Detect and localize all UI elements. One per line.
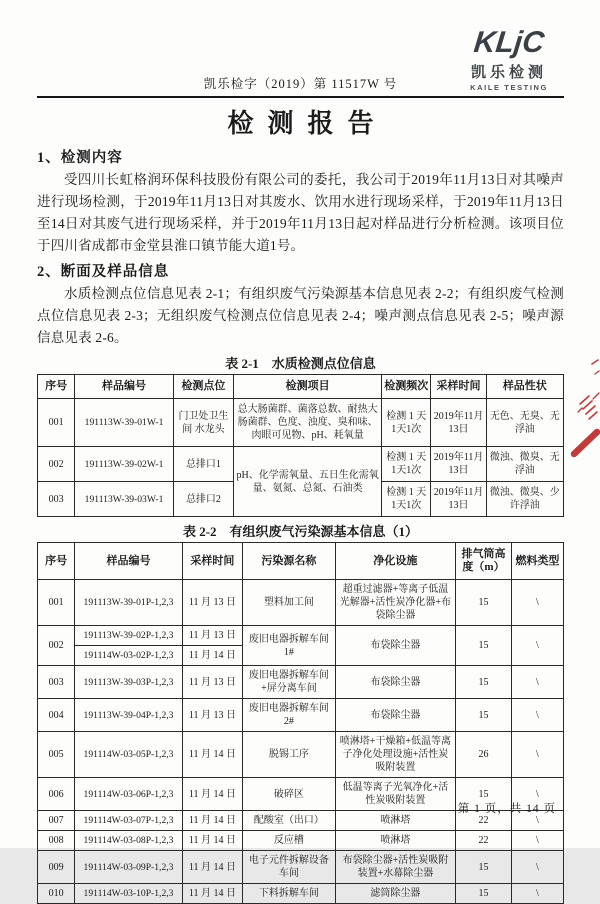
monitor-location: 门卫处卫生间 水龙头 [173, 399, 233, 447]
fuel-type: \ [511, 884, 563, 904]
stack-height: 15 [456, 699, 512, 732]
section1-heading: 1、检测内容 [37, 150, 123, 166]
stack-height: 15 [456, 626, 512, 666]
sample-id: 191113W-39-02P-1,2,3 [75, 626, 182, 646]
sampling-date: 11 月 13 日 [182, 580, 242, 626]
sample-id: 191114W-03-09P-1,2,3 [75, 851, 182, 884]
row-no: 001 [38, 399, 75, 447]
stack-height: 15 [456, 884, 512, 904]
table-row [38, 831, 564, 851]
pollution-source: 脱锡工序 [243, 732, 336, 778]
sample-appearance: 微浊、微臭、无浮油 [486, 447, 563, 482]
sampling-date: 11 月 14 日 [182, 811, 242, 831]
page-number: 第 1 页，共 14 页 [457, 803, 556, 815]
pollution-source: 反应槽 [243, 831, 336, 851]
sampling-date: 11 月 13 日 [182, 666, 242, 699]
sample-id: 191113W-39-01P-1,2,3 [75, 580, 182, 626]
row-no: 004 [38, 699, 75, 732]
column-header: 污染源名称 [243, 543, 336, 580]
monitor-items: 总大肠菌群、菌落总数、耐热大肠菌群、色度、浊度、臭和味、肉眼可见物、pH、耗氧量 [234, 399, 382, 447]
table-row [38, 666, 564, 699]
table-2-2-header-row [38, 543, 564, 580]
row-no: 003 [38, 482, 75, 517]
section2-body: 水质检测点位信息见表 2-1；有组织废气污染源基本信息见表 2-2；有组织废气检测点位信息见表 2-3；无组织废气检测点位信息见表 2-4；噪声测点信息见表 2-5；噪声源信息见表 2-6。 [37, 286, 564, 345]
table-row [38, 884, 564, 904]
sample-id: 191113W-39-03P-1,2,3 [75, 666, 182, 699]
pollution-source: 下料拆解车间 [243, 884, 336, 904]
fuel-type: \ [511, 778, 563, 811]
sampling-date: 11 月 14 日 [182, 831, 242, 851]
sample-id: 191114W-03-06P-1,2,3 [75, 778, 182, 811]
sampling-date: 11 月 14 日 [182, 646, 242, 666]
sample-id: 191114W-03-02P-1,2,3 [75, 646, 182, 666]
row-no: 006 [38, 778, 75, 811]
column-header: 检测频次 [381, 375, 430, 399]
table-2-2 [37, 542, 564, 904]
purification-equipment: 布袋除尘器 [335, 626, 455, 666]
sampling-date: 11 月 13 日 [182, 626, 242, 646]
fuel-type: \ [511, 626, 563, 666]
fuel-type: \ [511, 699, 563, 732]
sample-id: 191113W-39-02W-1 [75, 447, 173, 482]
sampling-date: 11 月 14 日 [182, 778, 242, 811]
table-row [38, 399, 564, 447]
column-header: 采样时间 [431, 375, 486, 399]
monitor-items: pH、化学需氧量、五日生化需氧量、氨氮、总氮、石油类 [234, 447, 382, 517]
purification-equipment: 喷淋塔+干燥箱+低温等离子净化处理设施+活性炭吸附装置 [335, 732, 455, 778]
purification-equipment: 布袋除尘器 [335, 699, 455, 732]
stack-height: 15 [456, 851, 512, 884]
column-header: 检测项目 [234, 375, 382, 399]
fuel-type: \ [511, 811, 563, 831]
stack-height: 15 [456, 778, 512, 811]
table-2-1 [37, 374, 564, 517]
purification-equipment: 布袋除尘器 [335, 666, 455, 699]
column-header: 净化设施 [335, 543, 455, 580]
table-2-2-caption: 表 2-2 有组织废气污染源基本信息（1） [182, 524, 419, 539]
purification-equipment: 喷淋塔 [335, 831, 455, 851]
row-no: 002 [38, 447, 75, 482]
stack-height: 15 [456, 666, 512, 699]
table-2-1-header-row [38, 375, 564, 399]
fuel-type: \ [511, 831, 563, 851]
pollution-source: 破碎区 [243, 778, 336, 811]
sampling-time: 2019年11月 13日 [431, 399, 486, 447]
row-no: 010 [38, 884, 75, 904]
table-row [38, 626, 564, 646]
logo-name-cn: 凯乐检测 [471, 65, 548, 81]
section2-heading: 2、断面及样品信息 [37, 264, 170, 280]
pollution-source: 废旧电器拆解车间1# [243, 626, 336, 666]
fuel-type: \ [511, 851, 563, 884]
sample-appearance: 微浊、微臭、少许浮油 [486, 482, 563, 517]
pollution-source: 电子元件拆解设备车间 [243, 851, 336, 884]
stack-height: 15 [456, 580, 512, 626]
column-header: 样品编号 [75, 543, 182, 580]
pollution-source: 配酸室（出口） [243, 811, 336, 831]
sampling-date: 11 月 14 日 [182, 851, 242, 884]
sample-id: 191113W-39-04P-1,2,3 [75, 699, 182, 732]
table-row [38, 732, 564, 778]
fuel-type: \ [511, 666, 563, 699]
column-header: 样品性状 [486, 375, 563, 399]
document-number: 凯乐检字（2019）第 11517W 号 [203, 77, 398, 91]
page-title: 检测报告 [227, 109, 388, 138]
purification-equipment: 布袋除尘器+活性炭吸附装置+水幕除尘器 [335, 851, 455, 884]
table-row [38, 851, 564, 884]
header-divider [37, 96, 564, 98]
row-no: 002 [38, 626, 75, 666]
company-logo [470, 26, 548, 92]
column-header: 样品编号 [75, 375, 173, 399]
sample-id: 191114W-03-10P-1,2,3 [75, 884, 182, 904]
purification-equipment: 滤筒除尘器 [335, 884, 455, 904]
sample-id: 191114W-03-05P-1,2,3 [75, 732, 182, 778]
row-no: 009 [38, 851, 75, 884]
table-row [38, 580, 564, 626]
table-2-1-caption: 表 2-1 水质检测点位信息 [225, 356, 376, 371]
monitor-frequency: 检测 1 天 1天1次 [381, 482, 430, 517]
sampling-date: 11 月 13 日 [182, 699, 242, 732]
brand-logo-text: KLjC [472, 26, 546, 59]
column-header: 检测点位 [173, 375, 233, 399]
fuel-type: \ [511, 732, 563, 778]
row-no: 008 [38, 831, 75, 851]
row-no: 005 [38, 732, 75, 778]
purification-equipment: 喷淋塔 [335, 811, 455, 831]
stack-height: 22 [456, 811, 512, 831]
sample-id: 191114W-03-07P-1,2,3 [75, 811, 182, 831]
purification-equipment: 低温等离子光氧净化+活性炭吸附装置 [335, 778, 455, 811]
pollution-source: 废旧电器拆解车间2# [243, 699, 336, 732]
logo-name-en: KAILE TESTING [470, 83, 548, 92]
purification-equipment: 超重过滤器+等离子低温光解器+活性炭净化器+布袋除尘器 [335, 580, 455, 626]
monitor-frequency: 检测 1 天 1天1次 [381, 399, 430, 447]
stack-height: 22 [456, 831, 512, 851]
table-row [38, 447, 564, 482]
sample-id: 191113W-39-03W-1 [75, 482, 173, 517]
monitor-location: 总排口2 [173, 482, 233, 517]
column-header: 燃料类型 [511, 543, 563, 580]
pollution-source: 塑料加工间 [243, 580, 336, 626]
sampling-time: 2019年11月 13日 [431, 482, 486, 517]
column-header: 序号 [38, 375, 75, 399]
row-no: 007 [38, 811, 75, 831]
red-stamp-fragment [570, 352, 600, 464]
section1-body: 受四川长虹格润环保科技股份有限公司的委托，我公司于2019年11月13日对其噪声进行现场检测，于2019年11月13日对其废水、饮用水进行现场采样，于2019年11月13日至14日对其废气进行现场采样，并于2019年11月13日起对样品进行分析检测。该项目位于四川省成都市金堂县淮口镇节能大道1号。 [37, 172, 564, 253]
pollution-source: 废旧电器拆解车间+屏分离车间 [243, 666, 336, 699]
row-no: 003 [38, 666, 75, 699]
table-row [38, 699, 564, 732]
column-header: 采样时间 [182, 543, 242, 580]
sample-appearance: 无色、无臭、无浮油 [486, 399, 563, 447]
monitor-frequency: 检测 1 天 1天1次 [381, 447, 430, 482]
sampling-date: 11 月 14 日 [182, 884, 242, 904]
stack-height: 26 [456, 732, 512, 778]
column-header: 排气筒高度（m） [456, 543, 512, 580]
sample-id: 191113W-39-01W-1 [75, 399, 173, 447]
column-header: 序号 [38, 543, 75, 580]
sampling-time: 2019年11月 13日 [431, 447, 486, 482]
fuel-type: \ [511, 580, 563, 626]
monitor-location: 总排口1 [173, 447, 233, 482]
sampling-date: 11 月 14 日 [182, 732, 242, 778]
row-no: 001 [38, 580, 75, 626]
stamp-strokes-icon [570, 352, 600, 464]
sample-id: 191114W-03-08P-1,2,3 [75, 831, 182, 851]
